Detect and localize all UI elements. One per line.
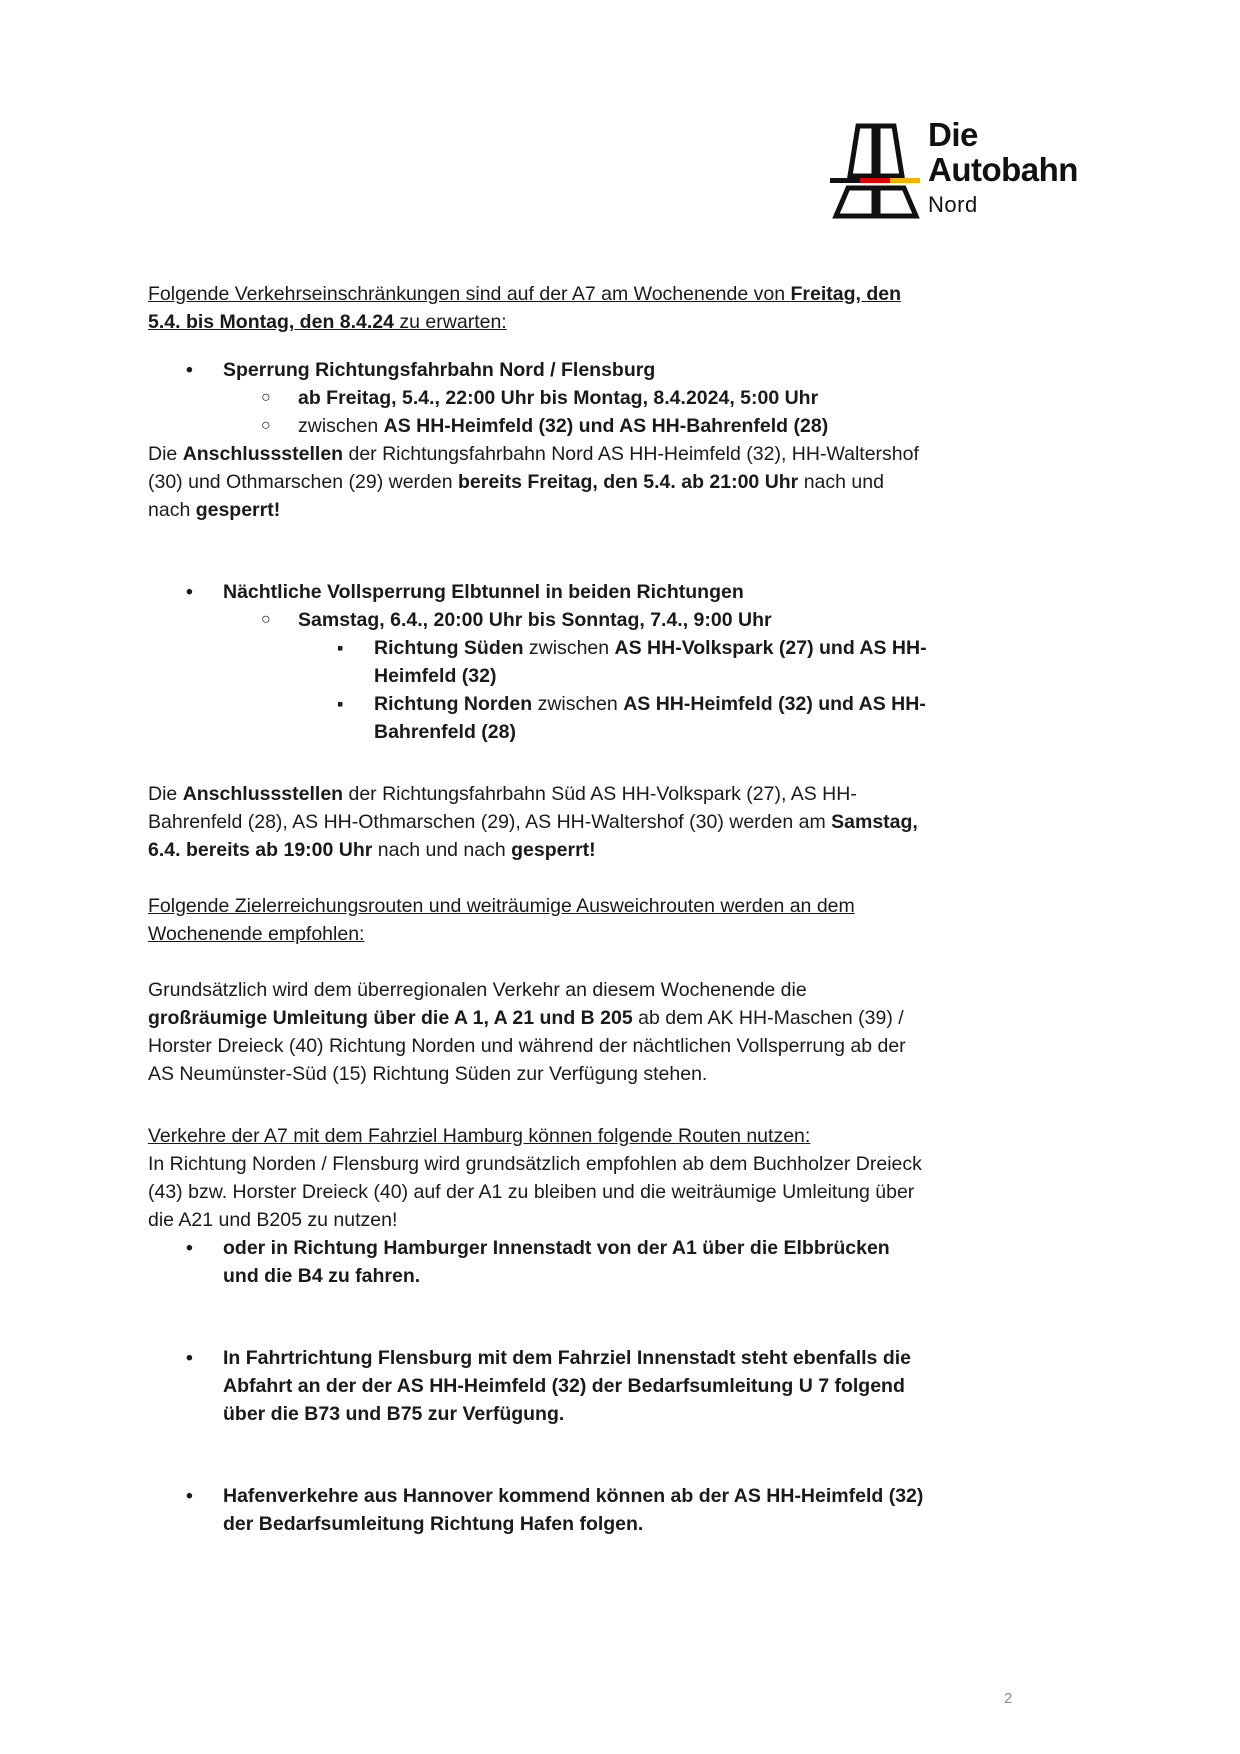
closure-section: ○ zwischen AS HH-Heimfeld (32) und AS HH-Bahrenfeld (28) <box>148 412 928 440</box>
detour-paragraph: Grundsätzlich wird dem überregionalen Verkehr an diesem Wochenende die großräumige Umleitung über die A 1, A 21 und B 205 ab dem AK HH-Maschen (39) / Horster Dreieck (40) Richtung Norden und während der nächtlichen Vollsperrung ab der AS Neumünster-Süd (15) Richtung Süden zur Verfügung stehen. <box>148 979 906 1085</box>
page-number: 2 <box>1004 1690 1013 1707</box>
autobahn-road-icon <box>828 122 920 220</box>
routes-heading: Folgende Zielerreichungsrouten und weiträumige Ausweichrouten werden an dem Wochenende empfohlen: <box>148 895 855 945</box>
tunnel-direction-north: ▪ Richtung Norden zwischen AS HH-Heimfeld (32) und AS HH-Bahrenfeld (28) <box>148 690 928 746</box>
route-list <box>148 1234 928 1538</box>
logo-wordmark <box>928 118 1078 216</box>
junction-note-2: Die Anschlussstellen der Richtungsfahrbahn Süd AS HH-Volkspark (27), AS HH-Bahrenfeld (28), AS HH-Othmarschen (29), AS HH-Waltershof (30) werden am Samstag, 6.4. bereits ab 19:00 Uhr nach und nach gesperrt! <box>148 783 918 861</box>
logo-line-nord: Nord <box>928 192 978 217</box>
closure-item-tunnel: • Nächtliche Vollsperrung Elbtunnel in beiden Richtungen <box>148 578 928 606</box>
closure-item-north: • Sperrung Richtungsfahrbahn Nord / Flensburg <box>148 356 928 384</box>
autobahn-logo <box>828 118 1088 228</box>
route-item: • oder in Richtung Hamburger Innenstadt von der A1 über die Elbbrücken und die B4 zu fahren. <box>148 1234 928 1290</box>
spacer <box>148 1290 928 1344</box>
tunnel-time: ○ Samstag, 6.4., 20:00 Uhr bis Sonntag, 7.4., 9:00 Uhr <box>148 606 928 634</box>
spacer <box>148 1428 928 1482</box>
closure-list-1 <box>148 356 928 440</box>
logo-line-autobahn: Autobahn <box>928 151 1078 188</box>
north-recommendation: In Richtung Norden / Flensburg wird grundsätzlich empfohlen ab dem Buchholzer Dreieck (43) bzw. Horster Dreieck (40) auf der A1 zu bleiben und die weiträumige Umleitung über die A21 und B205 zu nutzen! <box>148 1153 922 1231</box>
closure-list-2 <box>148 578 928 746</box>
intro-heading: Folgende Verkehrseinschränkungen sind auf der A7 am Wochenende von Freitag, den 5.4. bis Montag, den 8.4.24 zu erwarten: <box>148 283 902 333</box>
tunnel-direction-south: ▪ Richtung Süden zwischen AS HH-Volkspark (27) und AS HH-Heimfeld (32) <box>148 634 928 690</box>
hamburg-routes-heading: Verkehre der A7 mit dem Fahrziel Hamburg können folgende Routen nutzen: <box>148 1125 811 1147</box>
document-body <box>148 280 928 1538</box>
junction-note-1: Die Anschlussstellen der Richtungsfahrbahn Nord AS HH-Heimfeld (32), HH-Waltershof (30) und Othmarschen (29) werden bereits Freitag, den 5.4. ab 21:00 Uhr nach und nach gesperrt! <box>148 443 919 521</box>
closure-time: ○ ab Freitag, 5.4., 22:00 Uhr bis Montag, 8.4.2024, 5:00 Uhr <box>148 384 928 412</box>
logo-line-die: Die <box>928 116 978 153</box>
route-item: • Hafenverkehre aus Hannover kommend können ab der AS HH-Heimfeld (32) der Bedarfsumleitung Richtung Hafen folgen. <box>148 1482 928 1538</box>
route-item: • In Fahrtrichtung Flensburg mit dem Fahrziel Innenstadt steht ebenfalls die Abfahrt an der der AS HH-Heimfeld (32) der Bedarfsumleitung U 7 folgend über die B73 und B75 zur Verfügung. <box>148 1344 928 1428</box>
